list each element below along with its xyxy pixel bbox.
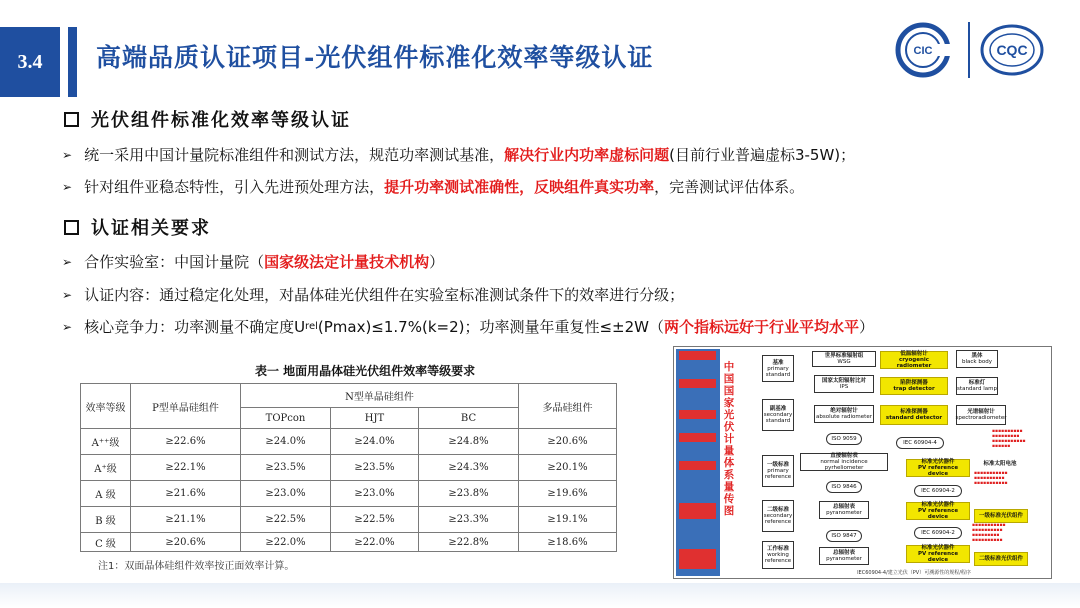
- section-bar: [68, 27, 77, 97]
- col-header-p-type: P型单晶硅组件: [131, 384, 241, 429]
- value-cell: ≥24.0%: [241, 429, 331, 455]
- value-cell: ≥19.6%: [519, 481, 617, 507]
- photo-label-red: [679, 433, 716, 442]
- section2-heading: [64, 214, 211, 240]
- bullet-tail: ）: [859, 318, 875, 336]
- page-title: 高端品质认证项目-光伏组件标准化效率等级认证: [96, 43, 654, 72]
- checkbox-square-icon: [64, 112, 79, 127]
- cic-logo: [895, 22, 951, 78]
- checkbox-square-icon: [64, 220, 79, 235]
- photo-label-red: [679, 379, 716, 388]
- level-primary-standard: 基准 primary standard: [762, 355, 794, 382]
- value-cell: ≥23.8%: [419, 481, 519, 507]
- level-primary-reference: 一级标准 primary reference: [762, 455, 794, 487]
- bullet-text: 统一采用中国计量院标准组件和测试方法，规范功率测试基准，: [84, 146, 505, 164]
- pyranometer-box-2: 总辐射表 pyranometer: [819, 547, 869, 565]
- bullet-text: 针对组件亚稳态特性，引入先进预处理方法，: [84, 178, 385, 196]
- arrow-bullet-icon: ➢: [62, 287, 73, 302]
- red-annotation: ▪▪▪▪▪▪▪▪▪▪▪ ▪▪▪▪▪▪▪▪▪▪ ▪▪▪▪▪▪▪▪▪▪▪: [974, 471, 1008, 486]
- section2-heading-text: 认证相关要求: [91, 218, 211, 239]
- section2-bullet-3: [62, 316, 874, 337]
- grade-cell: C 级: [81, 533, 131, 552]
- bullet-subscript: rel: [305, 321, 318, 332]
- section2-bullet-1: [62, 251, 444, 272]
- bullet-highlight: 国家级法定计量技术机构: [264, 253, 430, 271]
- table-caption: 表一 地面用晶体硅光伏组件效率等级要求: [255, 364, 476, 378]
- col-header-topcon: TOPcon: [241, 408, 331, 429]
- level-working-reference: 工作标准 working reference: [762, 541, 794, 569]
- cqc-logo: [979, 22, 1045, 78]
- arrow-bullet-icon: ➢: [62, 147, 73, 162]
- pv-reference-device-box-3: 标准光伏器件 PV reference device: [906, 545, 970, 563]
- iso-9059-pill: ISO 9059: [826, 433, 862, 445]
- photo-label-red: [679, 549, 716, 569]
- trap-detector-box: 陷阱探测器 trap detector: [880, 377, 948, 395]
- arrow-bullet-icon: ➢: [62, 254, 73, 269]
- bullet-highlight: 两个指标远好于行业平均水平: [664, 318, 860, 336]
- table-row: [81, 481, 617, 507]
- pv-reference-device-box-2: 标准光伏器件 PV reference device: [906, 502, 970, 520]
- bullet-tail: ，完善测试评估体系。: [654, 178, 805, 196]
- value-cell: ≥24.3%: [419, 455, 519, 481]
- blackbody-box: 黑体 black body: [956, 350, 998, 368]
- traceability-diagram: [673, 346, 1052, 579]
- value-cell: ≥23.0%: [331, 481, 419, 507]
- level-secondary-reference: 二级标准 secondary reference: [762, 500, 794, 532]
- absolute-radiometer-box: 绝对辐射计 absolute radiometer: [814, 405, 874, 423]
- value-cell: ≥20.1%: [519, 455, 617, 481]
- efficiency-grade-table: [80, 383, 617, 552]
- bullet-text: 核心竞争力：功率测量不确定度U: [84, 318, 306, 336]
- second-level-module-box: 二级标准光伏组件: [974, 552, 1028, 566]
- table-row: [81, 455, 617, 481]
- value-cell: ≥20.6%: [131, 533, 241, 552]
- value-cell: ≥23.5%: [241, 455, 331, 481]
- cryogenic-radiometer-box: 低温辐射计 cryogenic radiometer: [880, 351, 948, 369]
- bullet-tail: ）: [429, 253, 445, 271]
- value-cell: ≥21.1%: [131, 507, 241, 533]
- bullet-text: 合作实验室：中国计量院（: [84, 253, 265, 271]
- diagram-caption: IEC60904-4/建立光伏（PV）可溯源性的规程/程序: [857, 570, 971, 576]
- bullet-text-middle: (Pmax)≤1.7%(k=2)；功率测量年重复性≤±2W（: [317, 318, 664, 336]
- section1-heading: [64, 106, 351, 132]
- grade-cell: A⁺级: [81, 455, 131, 481]
- section1-bullet-2: [62, 176, 804, 197]
- bullet-highlight: 解决行业内功率虚标问题: [504, 146, 670, 164]
- value-cell: ≥23.3%: [419, 507, 519, 533]
- pyranometer-box-1: 总辐射表 pyranometer: [819, 501, 869, 519]
- col-header-grade: 效率等级: [81, 384, 131, 429]
- iec-60904-2-pill: IEC 60904-2: [914, 485, 962, 497]
- photo-label-red: [679, 503, 716, 519]
- photo-label-red: [679, 351, 716, 360]
- standard-cell-label: 标准太阳电池: [974, 459, 1026, 469]
- cqc-logo-text: CQC: [996, 42, 1028, 58]
- photo-label-red: [679, 410, 716, 419]
- table-row: [81, 429, 617, 455]
- bottom-band: [0, 583, 1080, 608]
- col-header-hjt: HJT: [331, 408, 419, 429]
- value-cell: ≥24.8%: [419, 429, 519, 455]
- section2-bullet-2: [62, 284, 684, 305]
- value-cell: ≥20.6%: [519, 429, 617, 455]
- logo-divider: [968, 22, 970, 78]
- wsg-box: 世界标准辐射组 WSG: [812, 351, 876, 367]
- standard-lamp-box: 标准灯 standard lamp: [956, 377, 998, 395]
- section-number: 3.4: [0, 27, 60, 97]
- table-row: [81, 507, 617, 533]
- bullet-highlight: 提升功率测试准确性，反映组件真实功率: [384, 178, 655, 196]
- arrow-bullet-icon: ➢: [62, 319, 73, 334]
- normal-pyrheliometer-box: 直接辐射表 normal incidence pyrheliometer: [800, 453, 888, 471]
- grade-cell: A⁺⁺级: [81, 429, 131, 455]
- spectroradiometer-box: 光谱辐射计 spectroradiometer: [956, 405, 1006, 425]
- first-level-module-box: 一级标准光伏组件: [974, 509, 1028, 523]
- grade-cell: A 级: [81, 481, 131, 507]
- value-cell: ≥22.5%: [331, 507, 419, 533]
- value-cell: ≥22.8%: [419, 533, 519, 552]
- iso-9846-pill: ISO 9846: [826, 481, 862, 493]
- diagram-vertical-title: 中国国家光伏计量体系量传图: [723, 361, 735, 517]
- value-cell: ≥21.6%: [131, 481, 241, 507]
- iso-9847-pill: ISO 9847: [826, 530, 862, 542]
- photo-label-red: [679, 461, 716, 470]
- col-header-n-type: N型单晶硅组件: [241, 384, 519, 408]
- bullet-text: 认证内容：通过稳定化处理，对晶体硅光伏组件在实验室标准测试条件下的效率进行分级；: [84, 286, 685, 304]
- section1-heading-text: 光伏组件标准化效率等级认证: [91, 110, 351, 131]
- standard-detector-box: 标准探测器 standard detector: [880, 405, 948, 425]
- iec-60904-2-pill: IEC 60904-2: [914, 527, 962, 539]
- value-cell: ≥23.0%: [241, 481, 331, 507]
- iec-60904-4-pill: IEC 60904-4: [896, 437, 944, 449]
- cic-logo-text: CIC: [913, 45, 933, 57]
- ips-box: 国家太阳辐射比对 IPS: [814, 375, 874, 393]
- value-cell: ≥22.0%: [331, 533, 419, 552]
- col-header-multi: 多晶硅组件: [519, 384, 617, 429]
- value-cell: ≥22.6%: [131, 429, 241, 455]
- red-annotation: ▪▪▪▪▪▪▪▪▪▪▪ ▪▪▪▪▪▪▪▪▪▪ ▪▪▪▪▪▪▪▪▪ ▪▪▪▪▪▪▪▪▪▪: [972, 523, 1006, 543]
- bullet-tail: (目前行业普遍虚标3-5W)；: [669, 146, 856, 164]
- level-secondary-standard: 副基准 secondary standard: [762, 399, 794, 431]
- table-row: [81, 533, 617, 552]
- value-cell: ≥19.1%: [519, 507, 617, 533]
- arrow-bullet-icon: ➢: [62, 179, 73, 194]
- value-cell: ≥22.0%: [241, 533, 331, 552]
- value-cell: ≥22.5%: [241, 507, 331, 533]
- red-annotation: ▪▪▪▪▪▪▪▪▪▪ ▪▪▪▪▪▪▪▪▪ ▪▪▪▪▪▪▪▪▪▪▪ ▪▪▪▪▪▪: [992, 429, 1026, 449]
- grade-cell: B 级: [81, 507, 131, 533]
- pv-reference-device-box-1: 标准光伏器件 PV reference device: [906, 459, 970, 477]
- col-header-bc: BC: [419, 408, 519, 429]
- value-cell: ≥18.6%: [519, 533, 617, 552]
- value-cell: ≥23.5%: [331, 455, 419, 481]
- section1-bullet-1: [62, 144, 855, 165]
- value-cell: ≥22.1%: [131, 455, 241, 481]
- value-cell: ≥24.0%: [331, 429, 419, 455]
- table-note: 注1：双面晶体硅组件效率按正面效率计算。: [98, 561, 295, 572]
